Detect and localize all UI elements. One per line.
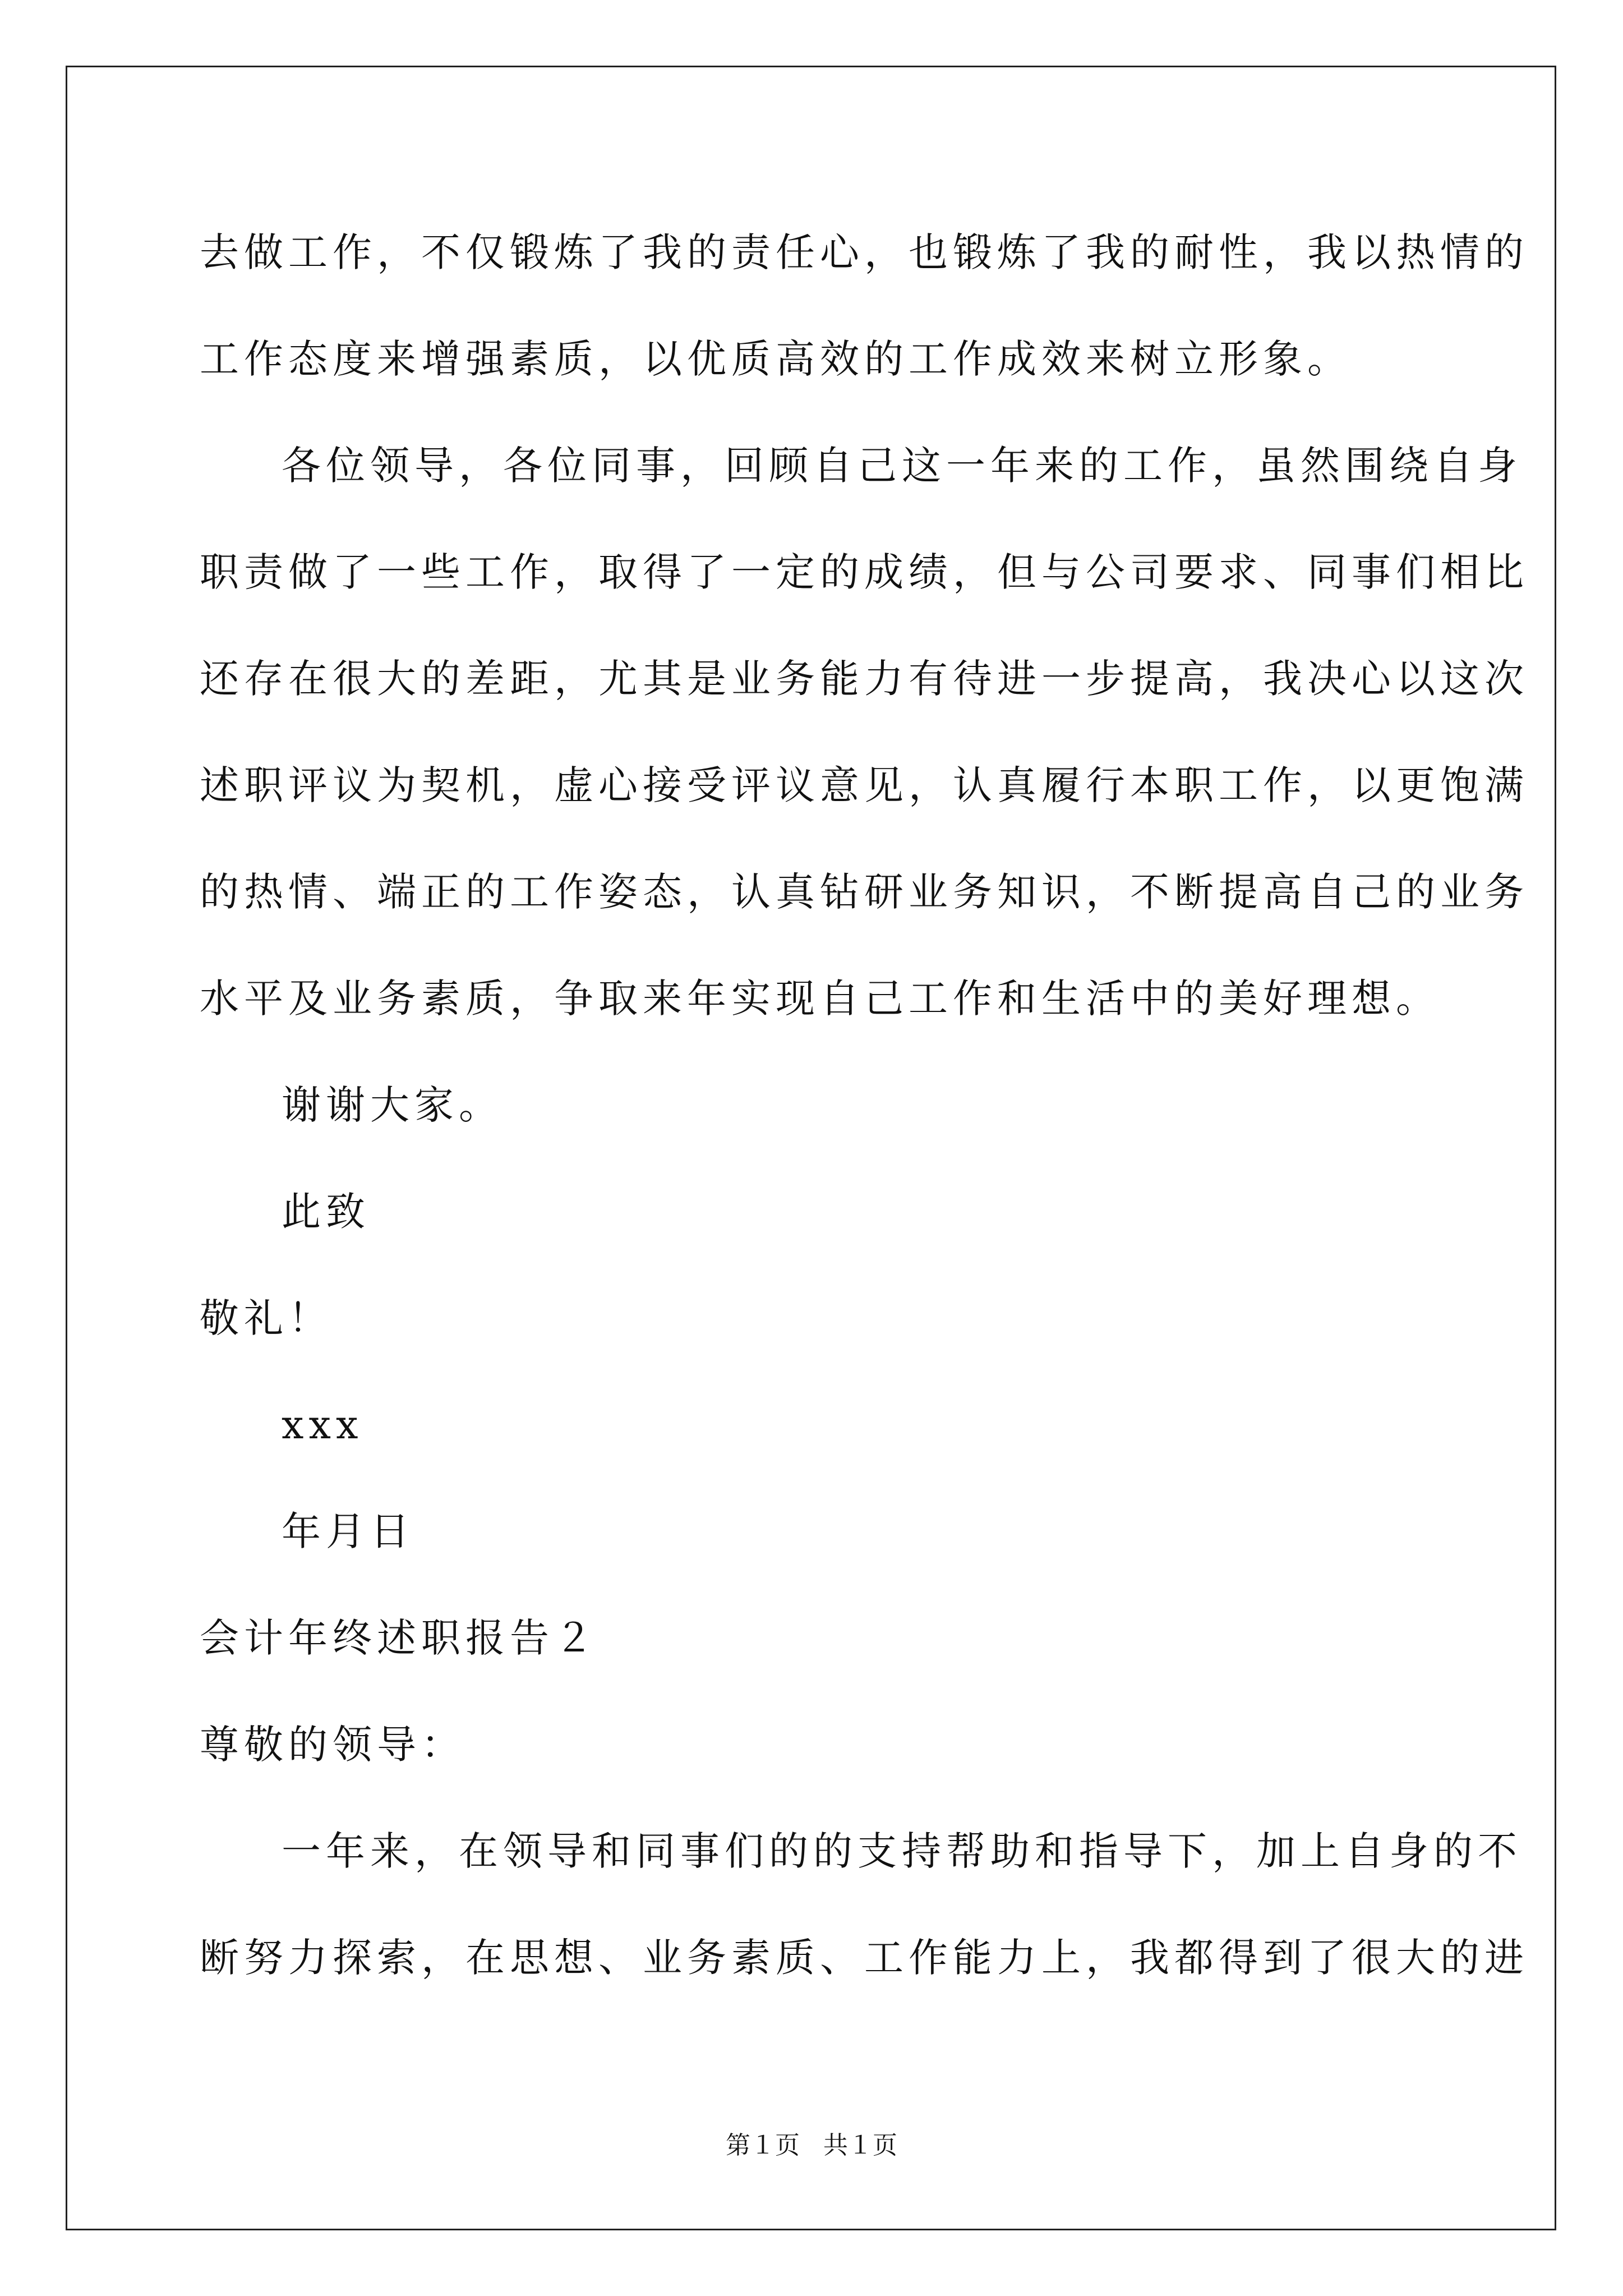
text-line: 谢谢大家。	[282, 1082, 503, 1128]
greeting: 尊敬的领导：	[200, 1722, 465, 1768]
signature-date: 年月日	[282, 1508, 414, 1554]
text-line: 还存在很大的差距，尤其是业务能力有待进一步提高，我决心以这次	[200, 656, 1529, 702]
page-number: 第１页	[726, 2131, 800, 2160]
text-line: 职责做了一些工作，取得了一定的成绩，但与公司要求、同事们相比	[200, 549, 1529, 595]
text-line: 的热情、端正的工作姿态，认真钻研业务知识，不断提高自己的业务	[200, 869, 1529, 915]
text-line: 述职评议为契机，虚心接受评议意见，认真履行本职工作，以更饱满	[200, 762, 1529, 808]
closing-phrase: 此致	[282, 1189, 370, 1235]
signature-name: xxx	[282, 1402, 363, 1448]
text-line: 各位领导，各位同事，回顾自己这一年来的工作，虽然围绕自身	[282, 443, 1522, 489]
text-line: 工作态度来增强素质，以优质高效的工作成效来树立形象。	[200, 336, 1352, 382]
page-total: 共１页	[823, 2131, 897, 2160]
page-border	[66, 66, 1556, 2230]
section-title: 会计年终述职报告２	[200, 1615, 598, 1661]
text-line: 去做工作，不仅锻炼了我的责任心，也锻炼了我的耐性，我以热情的	[200, 229, 1529, 275]
text-line: 一年来，在领导和同事们的的支持帮助和指导下，加上自身的不	[282, 1828, 1522, 1874]
text-line: 断努力探索，在思想、业务素质、工作能力上，我都得到了很大的进	[200, 1935, 1529, 1981]
salutation: 敬礼！	[200, 1295, 333, 1341]
page-footer	[0, 2129, 1623, 2162]
text-line: 水平及业务素质，争取来年实现自己工作和生活中的美好理想。	[200, 976, 1440, 1022]
